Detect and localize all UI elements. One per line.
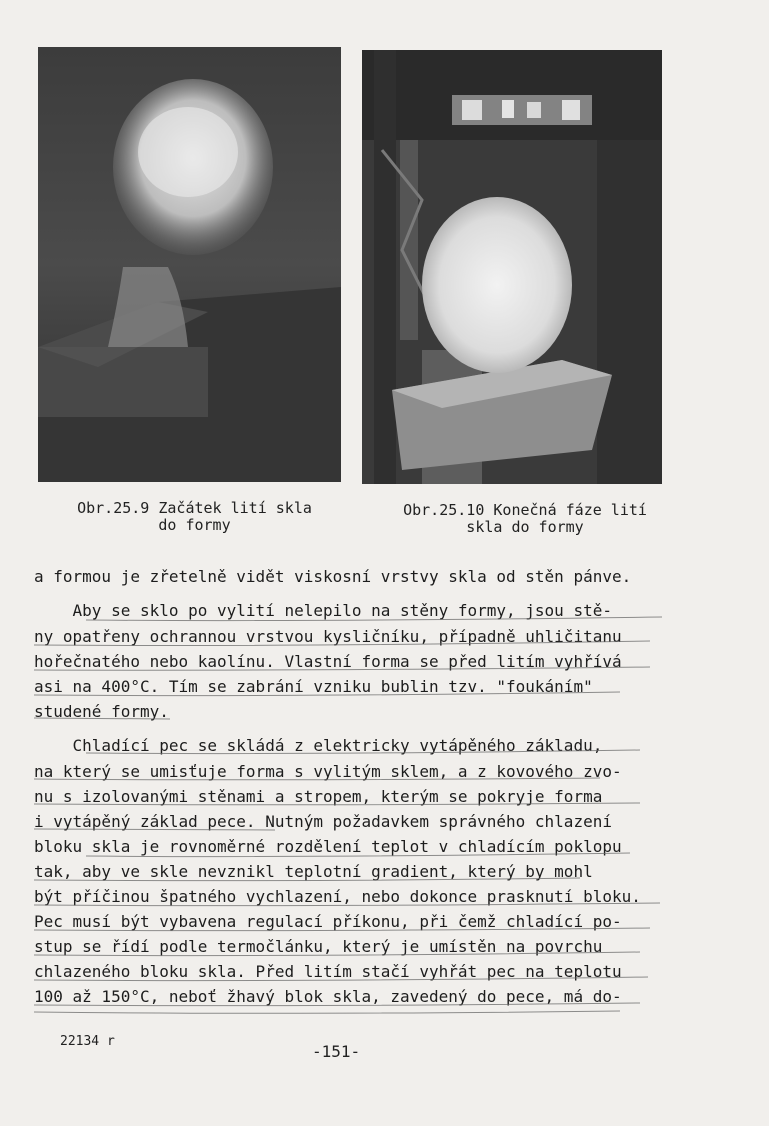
body-line: hořečnatého nebo kaolínu. Vlastní forma se před litím vyhřívá <box>34 652 622 671</box>
caption-line: do formy <box>158 516 231 534</box>
body-line: na který se umisťuje forma s vylitým sklem, a z kovového zvo- <box>34 762 622 781</box>
photo-glass-casting-final <box>362 50 662 484</box>
body-line: ny opatřeny ochrannou vrstvou kysličníku, případně uhličitanu <box>34 627 622 646</box>
body-line: stup se řídí podle termočlánku, který je umístěn na povrchu <box>34 937 603 956</box>
photo-glass-casting-start <box>38 47 341 482</box>
photo-image <box>362 50 662 484</box>
body-line: tak, aby ve skle nevznikl teplotní gradient, který by mohl <box>34 862 593 881</box>
caption-line: Obr.25.9 Začátek lití skla <box>77 499 312 517</box>
body-line: být příčinou špatného vychlazení, nebo dokonce prasknutí bloku. <box>34 887 641 906</box>
body-line: a formou je zřetelně vidět viskosní vrstvy skla od stěn pánve. <box>34 567 632 586</box>
page-number: -151- <box>312 1042 361 1061</box>
caption-line: Obr.25.10 Konečná fáze lití <box>403 501 647 519</box>
body-line: nu s izolovanými stěnami a stropem, kterým se pokryje forma <box>34 787 603 806</box>
body-line: Pec musí být vybavena regulací příkonu, při čemž chladící po- <box>34 912 622 931</box>
body-line: i vytápěný základ pece. Nutným požadavkem správného chlazení <box>34 812 612 831</box>
caption-line: skla do formy <box>466 518 584 536</box>
document-code: 22134 r <box>60 1034 115 1049</box>
body-line: bloku skla je rovnoměrné rozdělení teplot v chladícím poklopu <box>34 837 622 856</box>
body-line: 100 až 150°C, neboť žhavý blok skla, zavedený do pece, má do- <box>34 987 622 1006</box>
figure-caption-25-9 <box>52 500 337 534</box>
body-line: studené formy. <box>34 702 169 721</box>
body-line: Aby se sklo po vylití nelepilo na stěny formy, jsou stě- <box>34 601 612 620</box>
figure-caption-25-10 <box>380 502 670 536</box>
photo-image <box>38 47 341 482</box>
body-line: asi na 400°C. Tím se zabrání vzniku bublin tzv. "foukáním" <box>34 677 593 696</box>
body-line: Chladící pec se skládá z elektricky vytápěného základu, <box>34 736 603 755</box>
body-line: chlazeného bloku skla. Před litím stačí vyhřát pec na teplotu <box>34 962 622 981</box>
